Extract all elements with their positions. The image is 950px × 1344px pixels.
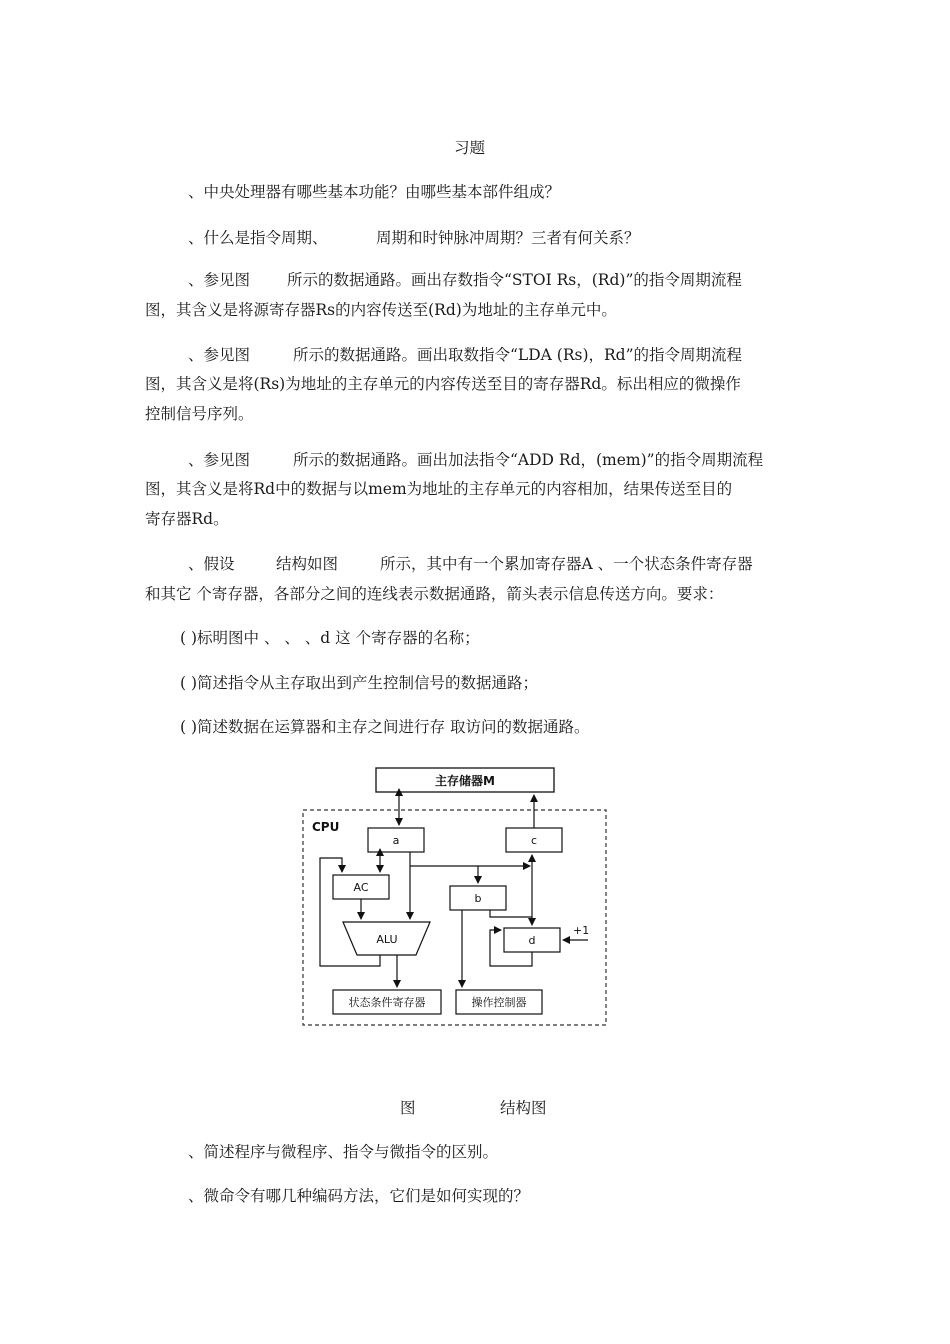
svg-text:d: d <box>528 934 536 947</box>
svg-text:AC: AC <box>353 881 369 894</box>
sub-question-3: ( )简述数据在运算器和主存之间进行存 取访问的数据通路。 <box>180 718 590 736</box>
svg-text:c: c <box>530 834 538 847</box>
page-title: 习题 <box>454 139 486 157</box>
question-8: 、微命令有哪几种编码方法，它们是如何实现的？ <box>188 1187 530 1205</box>
sub-question-1: ( )标明图中 、 、 、d 这 个寄存器的名称； <box>180 629 480 647</box>
svg-text:a: a <box>392 834 400 847</box>
main-memory-label: 主存储器M <box>435 774 495 788</box>
sub-question-2: ( )简述指令从主存取出到产生控制信号的数据通路； <box>180 674 539 692</box>
svg-text:+1: +1 <box>573 924 590 937</box>
question-1: 、中央处理器有哪些基本功能？由哪些基本部件组成？ <box>188 183 561 201</box>
svg-text:ALU: ALU <box>376 933 398 946</box>
cpu-label: CPU <box>312 820 340 834</box>
svg-text:操作控制器: 操作控制器 <box>471 996 527 1009</box>
svg-text:b: b <box>474 892 482 905</box>
svg-text:状态条件寄存器: 状态条件寄存器 <box>348 996 426 1009</box>
question-7: 、简述程序与微程序、指令与微指令的区别。 <box>188 1143 499 1161</box>
